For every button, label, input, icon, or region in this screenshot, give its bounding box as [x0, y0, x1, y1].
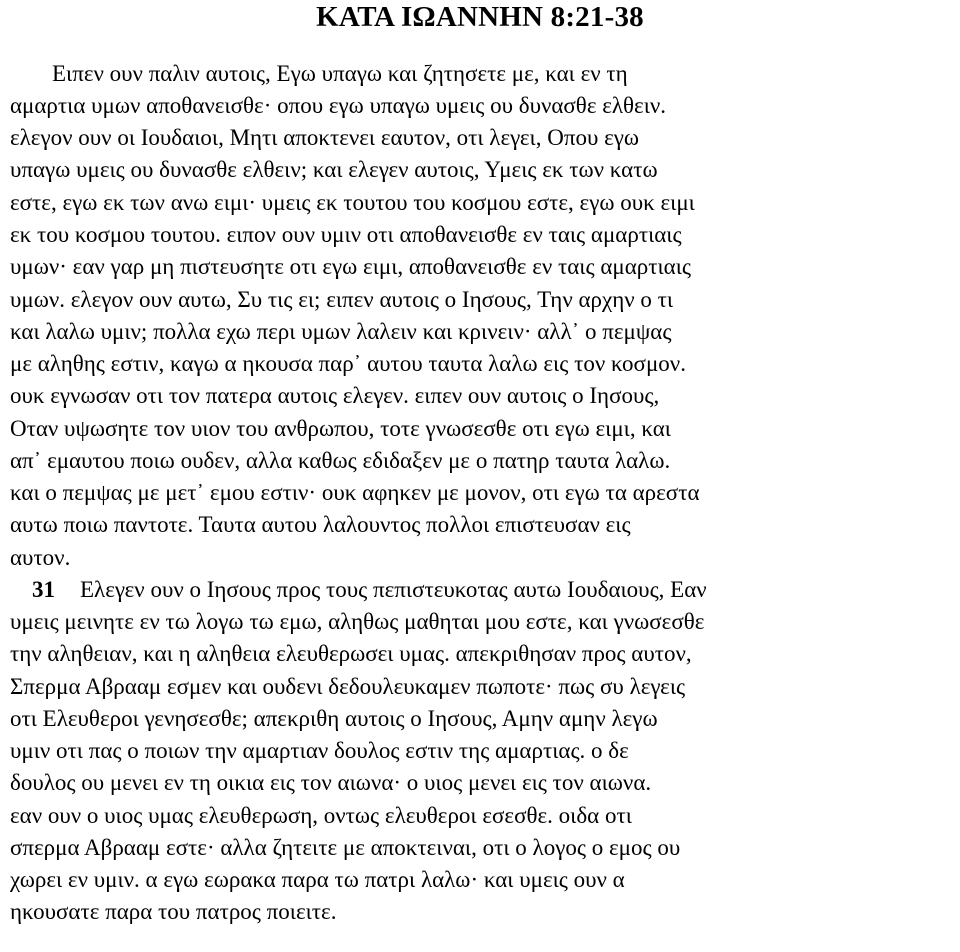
text-line-8: υμων. ελεγον ουν αυτω, Συ τις ει; ειπεν αυτοις ο Ιησους, Την αρχην ο τι [10, 287, 674, 312]
text-line-22: υμιν οτι πας ο ποιων την αμαρτιαν δουλος εστιν της αμαρτιας. ο δε [10, 738, 629, 763]
text-line-15: αυτω ποιω παντοτε. Ταυτα αυτου λαλουντος πολλοι επιστευσαν εις [10, 512, 631, 537]
text-line-5: εστε, εγω εκ των ανω ειμι· υμεις εκ τουτου του κοσμου εστε, εγω ουκ ειμι [10, 190, 695, 215]
text-line-27: ηκουσατε παρα του πατρος ποιειτε. [10, 899, 337, 924]
text-line-11: ουκ εγνωσαν οτι τον πατερα αυτοις ελεγεν. ειπεν ουν αυτοις ο Ιησους, [10, 383, 660, 408]
text-line-19: την αληθειαν, και η αληθεια ελευθερωσει υμας. απεκριθησαν προς αυτον, [10, 641, 692, 666]
text-line-23: δουλος ου μενει εν τη οικια εις τον αιωνα· ο υιος μενει εις τον αιωνα. [10, 770, 652, 795]
text-line-25: σπερμα Αβρααμ εστε· αλλα ζητειτε με αποκτειναι, οτι ο λογος ο εμος ου [10, 835, 681, 860]
verse-number [32, 575, 76, 605]
text-line-17: Ελεγεν ουν ο Ιησους προς τους πεπιστευκοτας αυτω Ιουδαιους, Εαν [80, 577, 707, 602]
text-line-21: οτι Ελευθεροι γενησεσθε; απεκριθη αυτοις ο Ιησους, Αμην αμην λεγω [10, 706, 658, 731]
text-line-16: αυτον. [10, 545, 71, 570]
text-line-24: εαν ουν ο υιος υμας ελευθερωση, οντως ελευθεροι εσεσθε. οιδα οτι [10, 803, 632, 828]
text-line-7: υμων· εαν γαρ μη πιστευσητε οτι εγω ειμι, αποθανεισθε εν ταις αμαρτιαις [10, 254, 692, 279]
text-line-18: υμεις μεινητε εν τω λογω τω εμω, αληθως μαθηται μου εστε, και γνωσεσθε [10, 609, 705, 634]
page-title: ΚΑΤΑ ΙΩΑΝΝΗΝ 8:21-38 [316, 1, 644, 33]
text-line-10: με αληθης εστιν, καγω α ηκουσα παρ᾽ αυτου ταυτα λαλω εις τον κοσμον. [10, 351, 686, 376]
text-line-3: ελεγον ουν οι Ιουδαιοι, Μητι αποκτενει εαυτον, οτι λεγει, Οπου εγω [10, 125, 640, 150]
verse-number-31: 31 [32, 577, 55, 602]
text-line-13: απ᾽ εμαυτου ποιω ουδεν, αλλα καθως εδιδαξεν με ο πατηρ ταυτα λαλω. [10, 448, 671, 473]
text-line-14: και ο πεμψας με μετ᾽ εμου εστιν· ουκ αφηκεν με μονον, οτι εγω τα αρεστα [10, 480, 700, 505]
text-line-1: Ειπεν ουν παλιν αυτοις, Εγω υπαγω και ζητησετε με, και εν τη [52, 61, 628, 86]
text-line-6: εκ του κοσμου τουτου. ειπον ουν υμιν οτι αποθανεισθε εν ταις αμαρτιαις [10, 222, 682, 247]
text-line-2: αμαρτια υμων αποθανεισθε· οπου εγω υπαγω υμεις ου δυνασθε ελθειν. [10, 93, 667, 118]
text-line-4: υπαγω υμεις ου δυνασθε ελθειν; και ελεγεν αυτοις, Υμεις εκ των κατω [10, 157, 658, 182]
text-line-20: Σπερμα Αβρααμ εσμεν και ουδενι δεδουλευκαμεν πωποτε· πως συ λεγεις [10, 674, 686, 699]
text-line-9: και λαλω υμιν; πολλα εχω περι υμων λαλειν και κρινειν· αλλ᾽ ο πεμψας [10, 319, 672, 344]
text-line-12: Οταν υψωσητε τον υιον του ανθρωπου, τοτε γνωσεσθε οτι εγω ειμι, και [10, 416, 671, 441]
text-line-26: χωρει εν υμιν. α εγω εωρακα παρα τω πατρι λαλω· και υμεις ουν α [10, 867, 625, 892]
